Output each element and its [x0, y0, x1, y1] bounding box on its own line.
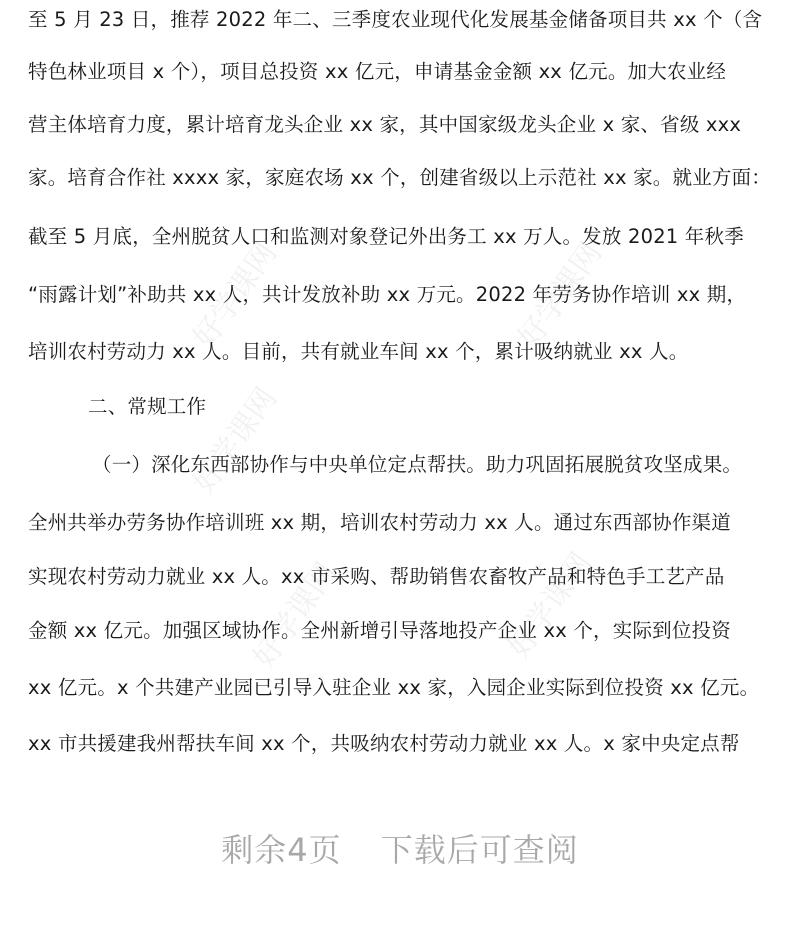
remaining-pages-prompt[interactable] — [0, 820, 800, 880]
sub-heading: （一）深化东西部协作与中央单位定点帮扶。助力巩固拓展脱贫攻坚成果。 — [92, 453, 743, 476]
download-to-view-label: 下载后可查阅 — [380, 831, 579, 869]
watermark: 好学课网 — [511, 236, 610, 355]
remaining-pages-label: 剩余4页 — [221, 831, 342, 869]
section-heading: 二、常规工作 — [88, 395, 207, 418]
paragraph-line: 培训农村劳动力 xx 人。目前，共有就业车间 xx 个，累计吸纳就业 xx 人。 — [28, 340, 689, 363]
paragraph-line: 实现农村劳动力就业 xx 人。xx 市采购、帮助销售农畜牧产品和特色手工艺产品 — [28, 565, 725, 588]
watermark: 好学课网 — [246, 556, 345, 675]
paragraph-line: 全州共举办劳务协作培训班 xx 期，培训农村劳动力 xx 人。通过东西部协作渠道 — [28, 511, 731, 534]
paragraph-line: xx 亿元。x 个共建产业园已引导入驻企业 xx 家，入园企业实际到位投资 xx 亿元。 — [28, 676, 760, 699]
watermark: 好学课网 — [501, 546, 600, 665]
paragraph-line: 金额 xx 亿元。加强区域协作。全州新增引导落地投产企业 xx 个，实际到位投资 — [28, 619, 731, 642]
paragraph-line: xx 市共援建我州帮扶车间 xx 个，共吸纳农村劳动力就业 xx 人。x 家中央定点帮 — [28, 732, 740, 755]
paragraph-line: 截至 5 月底，全州脱贫人口和监测对象登记外出务工 xx 万人。发放 2021 年秋季 — [28, 225, 744, 248]
paragraph-line: “雨露计划”补助共 xx 人，共计发放补助 xx 万元。2022 年劳务协作培训 xx 期， — [28, 283, 747, 306]
paragraph-line: 营主体培育力度，累计培育龙头企业 xx 家，其中国家级龙头企业 x 家、省级 xxx — [28, 113, 742, 136]
watermark: 好学课网 — [186, 381, 285, 500]
paragraph-line: 特色林业项目 x 个），项目总投资 xx 亿元，申请基金金额 xx 亿元。加大农业经 — [28, 60, 727, 83]
watermark: 好学课网 — [186, 236, 285, 355]
paragraph-line: 至 5 月 23 日，推荐 2022 年二、三季度农业现代化发展基金储备项目共 xx 个（含 — [28, 8, 763, 31]
paragraph-line: 家。培育合作社 xxxx 家，家庭农场 xx 个，创建省级以上示范社 xx 家。就业方面： — [28, 166, 772, 189]
